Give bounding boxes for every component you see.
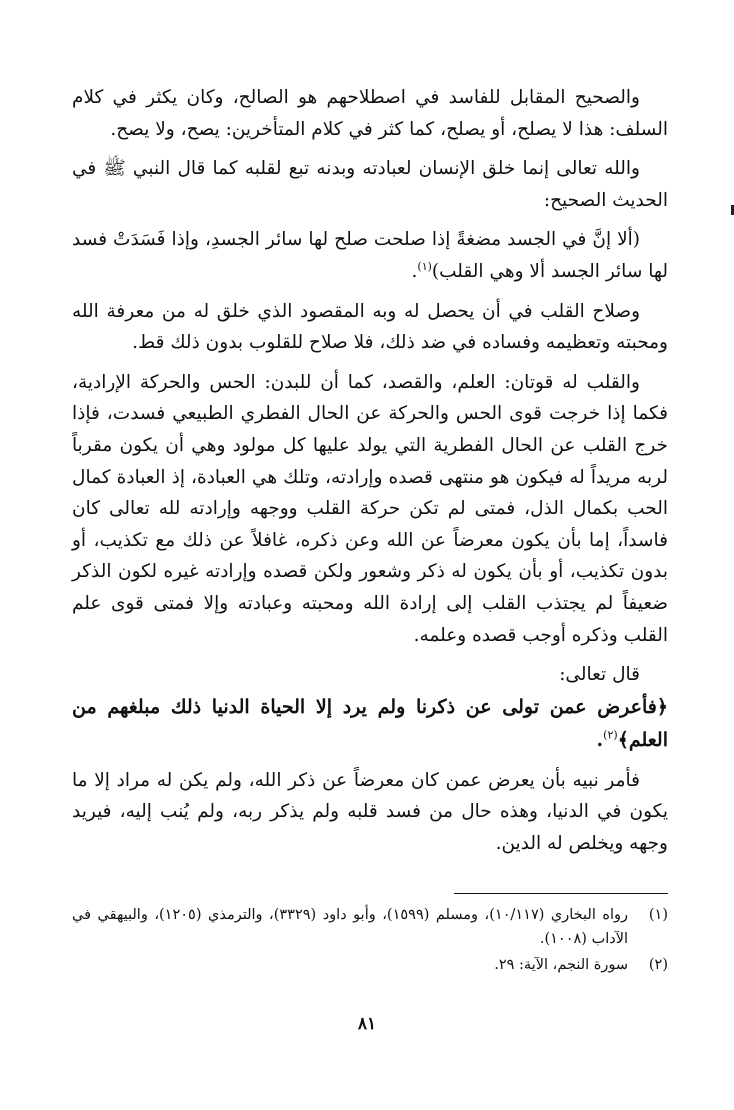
footnote-text: رواه البخاري (١٠/١١٧)، ومسلم (١٥٩٩)، وأبو داود (٣٣٢٩)، والترمذي (١٢٠٥)، والبيهقي في الآداب (١٠٠٨). <box>72 907 628 947</box>
footnote-text: سورة النجم، الآية: ٢٩. <box>494 957 628 973</box>
main-text <box>72 82 668 859</box>
paragraph-1: والصحيح المقابل للفاسد في اصطلاحهم هو الصالح، وكان يكثر في كلام السلف: هذا لا يصلح، أو يصلح، كما كثر في كلام المتأخرين: يصح، ولا يصح. <box>72 87 668 140</box>
paragraph-2: والله تعالى إنما خلق الإنسان لعبادته وبدنه تبع لقلبه كما قال النبي ﷺ في الحديث الصحيح: <box>72 158 668 211</box>
paragraph-7: فأمر نبيه بأن يعرض عمن كان معرضاً عن ذكر الله، ولم يكن له مراد إلا ما يكون في الدنيا، وهذه حال من فسد قلبه ولم يذكر ربه، ولم يُنب إليه، فيريد وجهه ويخلص له الدين. <box>72 769 668 854</box>
footnote-number: (١) <box>648 907 668 923</box>
quran-verse: ﴿فأعرض عمن تولى عن ذكرنا ولم يرد إلا الحياة الدنيا ذلك مبلغهم من العلم﴾$^{(٢)}$. <box>72 695 668 751</box>
paragraph-4: وصلاح القلب في أن يحصل له وبه المقصود الذي خلق له من معرفة الله ومحبته وتعظيمه وفساده في ضد ذلك، فلا صلاح للقلوب بدون ذلك قط. <box>72 300 668 354</box>
hadith-quote: (ألا إنَّ في الجسد مضغةً إذا صلحت صلح لها سائر الجسدِ، وإذا فَسَدَتْ فسد لها سائر الجسد ألا وهي القلب)$^{(١)}$. <box>72 229 668 282</box>
page-number: ٨١ <box>357 1014 377 1034</box>
footnote-ref-1[interactable]: (١) <box>417 259 432 273</box>
footnote-divider <box>454 893 668 894</box>
paragraph-5: والقلب له قوتان: العلم، والقصد، كما أن للبدن: الحس والحركة الإرادية، فكما إذا خرجت قوى الحس والحركة عن الحال الفطري الطبيعي فسدت، فإذا خرج القلب عن الحال الفطرية التي يولد عليها كل مولود وهي أن يكون مقرباً لربه مريداً له فيكون هو منتهى قصده وإرادته، وتلك هي العبادة، إذ العبادة كمال الحب بكمال الذل، فمتى لم تكن حركة القلب ووجهه وإرادته لله تعالى كان فاسداً، إما بأن يكون معرضاً عن الله وعن ذكره، غافلاً عن ذلك مع تكذيب، أو بدون تكذيب، أو بأن يكون له ذكر وشعور ولكن قصده وإرادته غيره لكون الذكر ضعيفاً لم يجتذب القلب إلى إرادة الله ومحبته وعبادته وإلا فمتى قوى علم القلب وذكره أوجب قصده وعلمه. <box>72 371 668 646</box>
footnote-ref-2[interactable]: (٢) <box>603 728 618 742</box>
footnotes <box>72 903 668 979</box>
paragraph-6: قال تعالى: <box>559 664 640 686</box>
hadith-text: (ألا إنَّ في الجسد مضغةً إذا صلحت صلح لها سائر الجسدِ، وإذا فَسَدَتْ فسد لها سائر الجسد ألا وهي القلب) <box>72 229 668 282</box>
footnote-1 <box>72 903 668 951</box>
footnote-number: (٢) <box>648 957 668 973</box>
quran-verse-text: ﴿فأعرض عمن تولى عن ذكرنا ولم يرد إلا الحياة الدنيا ذلك مبلغهم من العلم﴾ <box>72 695 668 751</box>
footnote-2 <box>72 953 668 977</box>
